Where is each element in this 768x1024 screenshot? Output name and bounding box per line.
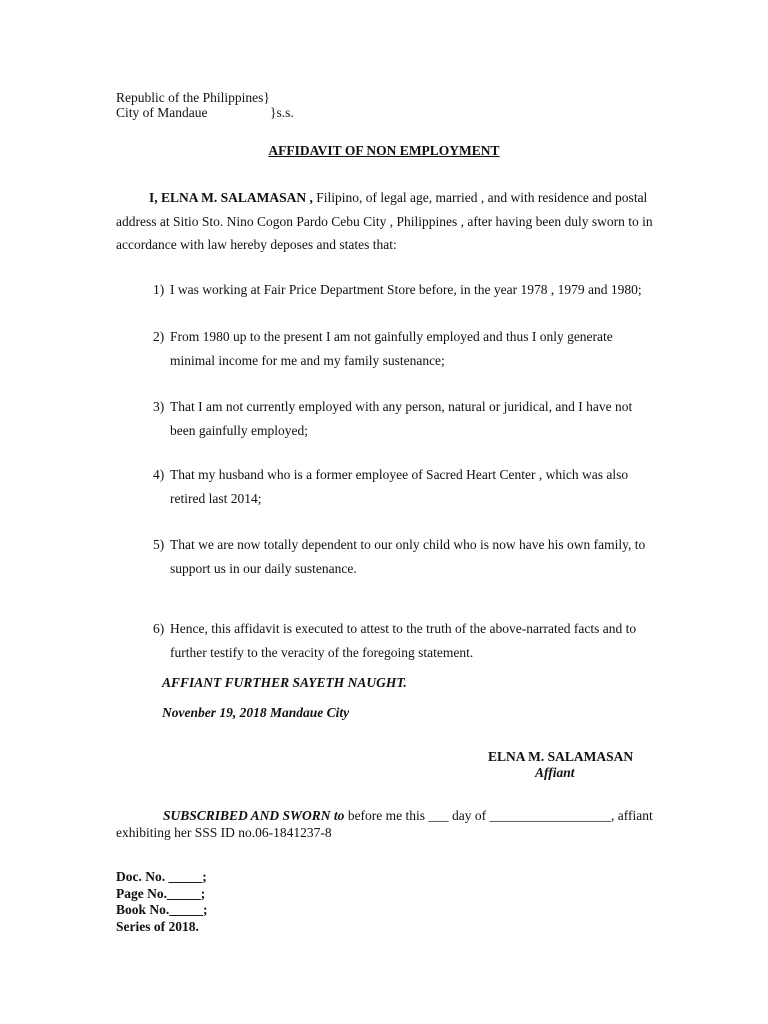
item-text: Hence, this affidavit is executed to attest to the truth of the above-narrated facts and to further testify to the veracity of the foregoing statement. — [170, 621, 637, 660]
statement-item-1 — [153, 278, 655, 302]
item-number: 2) — [153, 329, 165, 344]
statement-item-5 — [153, 533, 655, 580]
jurat-paragraph — [116, 808, 656, 841]
statement-item-4 — [153, 463, 655, 510]
item-number: 3) — [153, 399, 165, 414]
signature-role: Affiant — [535, 765, 575, 780]
closing-statement: AFFIANT FURTHER SAYETH NAUGHT. — [162, 675, 407, 690]
series-year: Series of 2018. — [116, 918, 199, 934]
intro-text: Filipino, of legal age, married , and with residence and postal address at Sitio Sto. Nino Cogon Pardo Cebu City , Philippines , after having been duly sworn to in accordance with law hereby deposes and states that: — [116, 190, 653, 252]
book-number: Book No._____; — [116, 902, 208, 917]
page-number: Page No._____; — [116, 885, 206, 901]
item-text: That my husband who is a former employee of Sacred Heart Center , which was also retired last 2014; — [170, 467, 629, 506]
notarial-register — [116, 869, 208, 935]
item-number: 1) — [153, 282, 165, 297]
venue-ss: }s.s. — [270, 105, 294, 120]
statement-item-6 — [153, 617, 655, 664]
affiant-name-intro: I, ELNA M. SALAMASAN , — [149, 190, 313, 205]
intro-paragraph — [116, 186, 656, 257]
item-number: 6) — [153, 621, 165, 636]
venue-city: City of Mandaue — [116, 105, 208, 120]
venue-country: Republic of the Philippines} — [116, 90, 270, 105]
item-text: That we are now totally dependent to our only child who is now have his own family, to support us in our daily sustenance. — [170, 537, 646, 576]
jurat-lead: SUBSCRIBED AND SWORN to — [163, 808, 345, 823]
date-place: Novenber 19, 2018 Mandaue City — [162, 705, 350, 720]
statement-item-3 — [153, 395, 655, 442]
item-number: 4) — [153, 467, 165, 482]
item-text: That I am not currently employed with any person, natural or juridical, and I have not been gainfully employed; — [170, 399, 633, 438]
statement-item-2 — [153, 325, 655, 372]
doc-number: Doc. No. _____; — [116, 869, 207, 884]
jurat-text: before me this ___ day of __________________, affiant exhibiting her SSS ID no.06-1841237-8 — [116, 808, 653, 840]
signature-name: ELNA M. SALAMASAN — [488, 749, 634, 764]
document-title: AFFIDAVIT OF NON EMPLOYMENT — [268, 143, 500, 158]
item-text: I was working at Fair Price Department Store before, in the year 1978 , 1979 and 1980; — [170, 282, 642, 297]
item-text: From 1980 up to the present I am not gainfully employed and thus I only generate minimal income for me and my family sustenance; — [170, 329, 613, 368]
item-number: 5) — [153, 537, 165, 552]
